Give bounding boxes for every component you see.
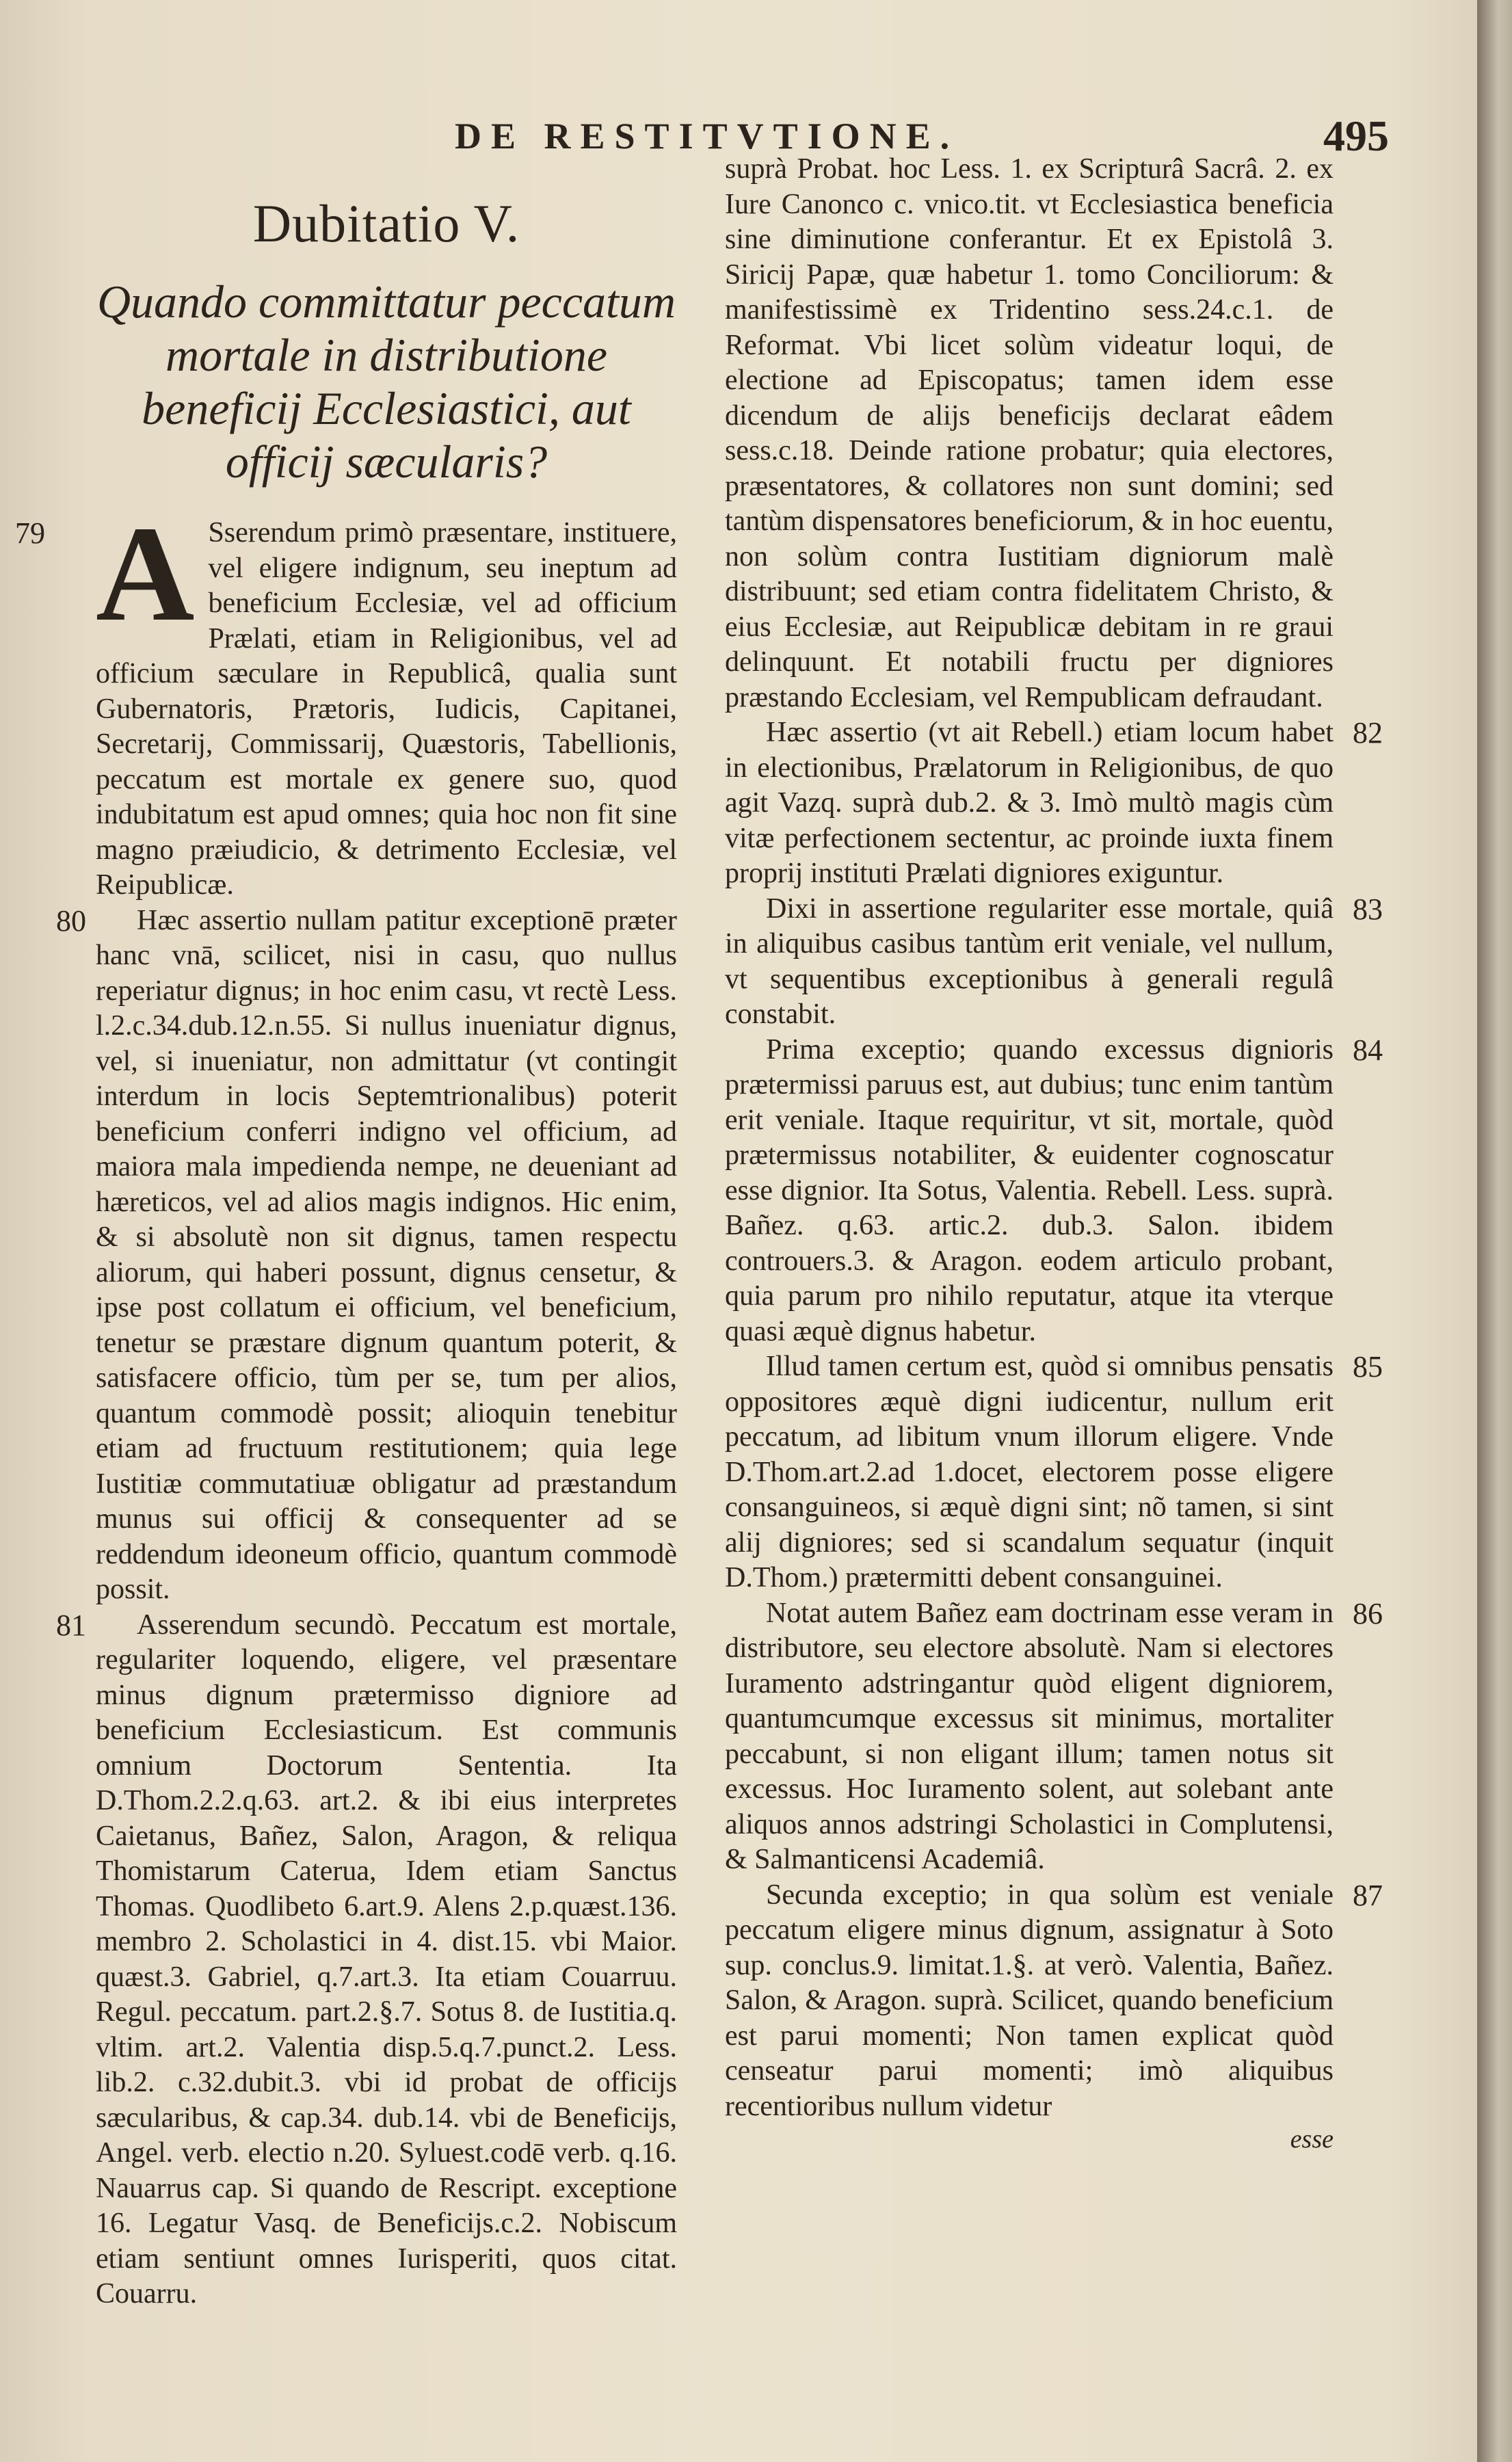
paragraph-text: Hæc assertio (vt ait Rebell.) etiam locum habet in electionibus, Prælatorum in Religionibus, de quo agit Vazq. suprà dub.2. & 3. Imò multò magis cùm vitæ perfectionem sectentur, ac proinde iuxta finem proprij instituti Prælati digniores exiguntur. [725,717,1334,889]
margin-number-81: 81 [56,1608,86,1642]
page-number: 495 [1323,111,1389,160]
paragraph-87 [725,1878,1383,2125]
left-column [15,152,677,2312]
running-title: DE RESTITVTIONE. [455,116,959,157]
paragraph-83 [725,892,1383,1033]
paragraph-80 [56,903,677,1608]
right-column [725,152,1383,2154]
question-title: Quando committatur peccatum mortale in distributione beneficij Ecclesiastici, aut officij sæcularis? [96,276,676,488]
margin-number-79: 79 [15,516,45,550]
paragraph-82 [725,715,1383,892]
margin-number-80: 80 [56,903,86,938]
section-heading: Dubitatio V. [252,194,520,253]
margin-number-85: 85 [1353,1350,1383,1384]
paragraph-text: Sserendum primò præsentare, instituere, vel eligere indignum, seu ineptum ad beneficium Ecclesiæ, vel ad officium Prælati, etiam in Religionibus, vel ad officium sæculare in Republicâ, qualia sunt Gubernatoris, Prætoris, Iudicis, Capitanei, Secretarij, Commissarij, Quæstoris, Tabellionis, peccatum est mortale ex genere suo, quod indubitatum est apud omnes; quia hoc non fit sine magno præiudicio, & detrimento Ecclesiæ, vel Reipublicæ. [96,517,677,901]
paragraph-text: Hæc assertio nullam patitur exceptionē præter hanc vnā, scilicet, nisi in casu, quo nullus reperiatur dignus; in hoc enim casu, vt rectè Less. l.2.c.34.dub.12.n.55. Si nullus inueniatur dignus, vel, si inueniatur, non admittatur (vt contingit interdum in locis Septemtrionalibus) poterit beneficium conferri indigno vel officium, ad maiora mala impedienda nempe, ne deueniant ad hæreticos, vel ad alios magis indignos. Hic enim, & si absolutè non sit dignus, tamen respectu aliorum, qui haberi possunt, dignus censetur, & ipse post collatum ei officium, vel beneficium, tenetur se præstare dignum quantum poterit, & satisfacere officio, tùm per se, tum per alios, quantum commodè possit; alioquin tenebitur etiam ad fructuum restitutionem; quia lege Iustitiæ commutatiuæ obligatur ad præstandum munus sui officij & consequenter ad se reddendum ideoneum officio, quantum commodè possit. [96,904,677,1605]
margin-number-84: 84 [1353,1033,1383,1067]
paragraph-text: Notat autem Bañez eam doctrinam esse veram in distributore, seu electore absolutè. Nam si electores Iuramento adstringantur quòd eligent digniorem, quantumcumque excessus sit minimus, mortaliter peccabunt, si non eligant illum; tamen notus sit excessus. Hoc Iuramento solent, aut solebant ante aliquos annos adstringi Scholastici in Complutensi, & Salmanticensi Academiâ. [725,1597,1334,1875]
paragraph-text: Prima exceptio; quando excessus dignioris prætermissi paruus est, aut dubius; tunc enim tantùm erit veniale. Itaque requiritur, vt sit, mortale, quòd prætermissus notabiliter, & euidenter cognoscatur esse dignior. Ita Sotus, Valentia. Rebell. Less. suprà. Bañez. q.63. artic.2. dub.3. Salon. ibidem controuers.3. & Aragon. eodem articulo probant, quia parum pro nihilo reputatur, atque ita vterque quasi æquè dignus habetur. [725,1033,1334,1347]
paragraph-84 [725,1033,1383,1350]
drop-cap: A [96,499,195,650]
paragraph-text: Dixi in assertione regulariter esse mortale, quiâ in aliquibus casibus tantùm erit veniale, vel nullum, vt sequentibus exceptionibus à generali regulâ constabit. [725,892,1334,1030]
paragraph-text: Secunda exceptio; in qua solùm est veniale peccatum eligere minus dignum, assignatur à Soto sup. conclus.9. limitat.1.§. at verò. Valentia, Bañez. Salon, & Aragon. suprà. Scilicet, quando beneficium est parui momenti; Non tamen explicat quòd censeatur parui momenti; imò aliquibus recentioribus nullum videtur [725,1879,1334,2122]
paragraph-86 [725,1596,1383,1878]
margin-number-82: 82 [1353,716,1383,750]
paragraph-79 [15,499,677,903]
paragraph-text: Illud tamen certum est, quòd si omnibus pensatis oppositores æquè digni iudicentur, nullum erit peccatum, ad libitum vnum illorum eligere. Vnde D.Thom.art.2.ad 1.docet, electorem posse eligere consanguineos, si æquè digni sint; nõ tamen, si sint alij digniores; sed si scandalum sequatur (inquit D.Thom.) prætermitti debent consanguinei. [725,1351,1334,1593]
margin-number-87: 87 [1353,1878,1383,1912]
paragraph-continuation [725,152,1334,715]
page-edge [1477,0,1512,2462]
paragraph-text: suprà Probat. hoc Less. 1. ex Scripturâ Sacrâ. 2. ex Iure Canonco c. vnico.tit. vt Ecclesiastica beneficia sine diminutione conferantur. Et ex Epistolâ 3. Siricij Papæ, quæ habetur 1. tomo Conciliorum: & manifestissimè ex Tridentino sess.24.c.1. de Reformat. Vbi licet solùm videatur loqui, de electione ad Episcopatus; tamen idem esse dicendum de alijs beneficijs declarat eâdem sess.c.18. Deinde ratione probatur; quia electores, præsentatores, & collatores non sunt domini; sed tantùm dispensatores beneficiorum, & in hoc euentu, non solùm contra Iustitiam digniorum malè distribuunt; sed etiam contra fidelitatem Christo, & eius Ecclesiæ, aut Reipublicæ debitam in re graui delinquunt. Et notabili fructu per digniores præstando Ecclesiam, vel Rempublicam defraudant. [725,153,1334,713]
catchword: esse [1290,2125,1334,2154]
paragraph-81 [56,1608,677,2312]
margin-number-83: 83 [1353,892,1383,926]
paragraph-text: Asserendum secundò. Peccatum est mortale, regulariter loquendo, eligere, vel præsentare minus dignum prætermisso digniore ad beneficium Ecclesiasticum. Est communis omnium Doctorum Sententia. Ita D.Thom.2.2.q.63. art.2. & ibi eius interpretes Caietanus, Bañez, Salon, Aragon, & reliqua Thomistarum Caterua, Idem etiam Sanctus Thomas. Quodlibeto 6.art.9. Alens 2.p.quæst.136. membro 2. Scholastici in 4. dist.15. vbi Maior. quæst.3. Gabriel, q.7.art.3. Ita etiam Couarruu. Regul. peccatum. part.2.§.7. Sotus 8. de Iustitia.q. vltim. art.2. Valentia disp.5.q.7.punct.2. Less. lib.2. c.32.dubit.3. vbi id probat de officijs sæcularibus, & cap.34. dub.14. vbi de Beneficijs, Angel. verb. electio n.20. Syluest.codē verb. q.16. Nauarrus cap. Si quando de Rescript. exceptione 16. Legatur Vasq. de Beneficijs.c.2. Nobiscum etiam sentiunt omnes Iurisperiti, quos citat. Couarru. [96,1609,677,2309]
margin-number-86: 86 [1353,1596,1383,1630]
paragraph-85 [725,1349,1383,1596]
